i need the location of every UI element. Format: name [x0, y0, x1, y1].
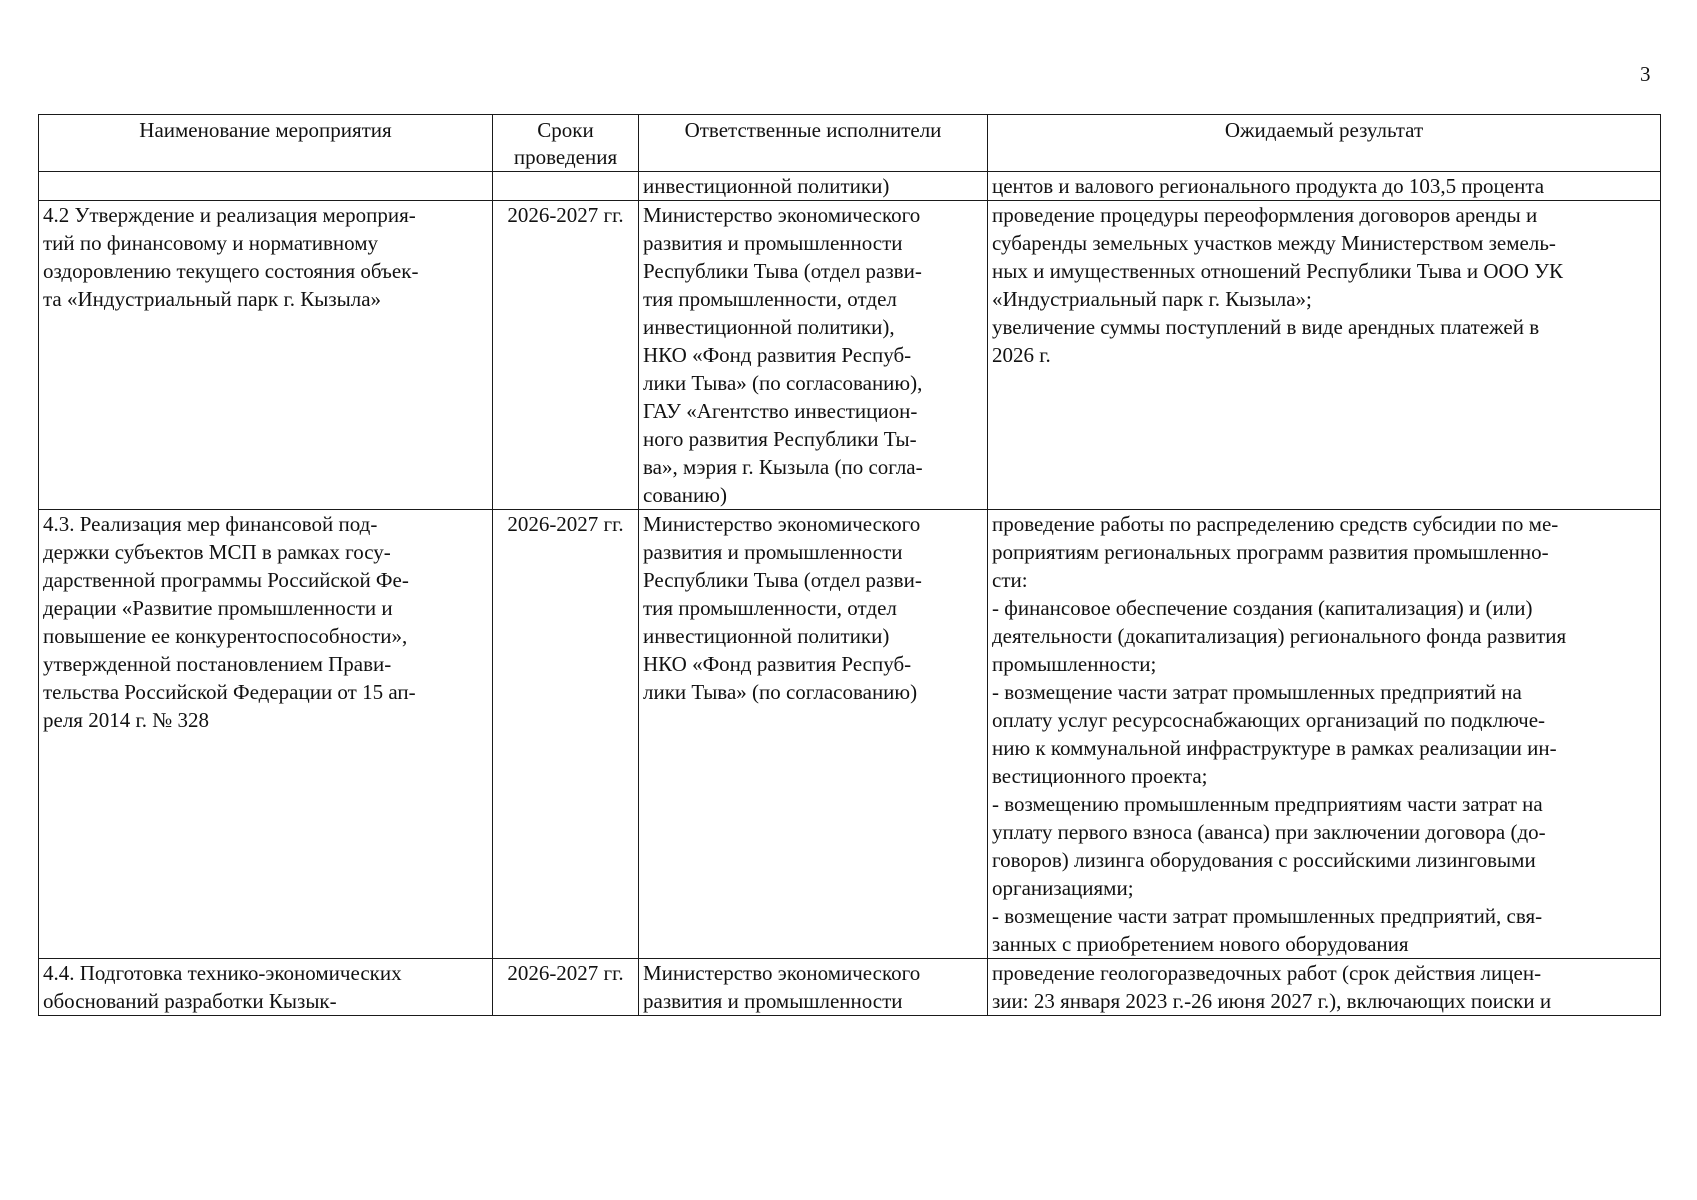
- table-row: [39, 510, 1661, 959]
- cell-dates: 2026-2027 гг.: [493, 510, 639, 959]
- cell-executors: Министерство экономического развития и промышленности: [639, 959, 988, 1016]
- page-number: 3: [1640, 62, 1651, 86]
- cell-activity-name: 4.2 Утверждение и реализация мероприя- тий по финансовому и нормативному оздоровлению текущего состояния объек- та «Индустриальный парк г. Кызыла»: [39, 201, 493, 510]
- cell-activity-name: 4.4. Подготовка технико-экономических обоснований разработки Кызык-: [39, 959, 493, 1016]
- header-dates: Сроки проведения: [493, 115, 639, 172]
- cell-dates: [493, 172, 639, 201]
- cell-expected-result: центов и валового регионального продукта до 103,5 процента: [988, 172, 1661, 201]
- table-row: [39, 201, 1661, 510]
- header-activity-name: Наименование мероприятия: [39, 115, 493, 172]
- header-executors: Ответственные исполнители: [639, 115, 988, 172]
- cell-activity-name: [39, 172, 493, 201]
- cell-executors: Министерство экономического развития и промышленности Республики Тыва (отдел разви- тия промышленности, отдел инвестиционной политики), НКО «Фонд развития Респуб- лики Тыва» (по согласованию), ГАУ «Агентство инвестицион- ного развития Республики Ты- ва», мэрия г. Кызыла (по согла- сованию): [639, 201, 988, 510]
- table-row: [39, 959, 1661, 1016]
- cell-activity-name: 4.3. Реализация мер финансовой под- держки субъектов МСП в рамках госу- дарственной программы Российской Фе- дерации «Развитие промышленности и повышение ее конкурентоспособности», утвержденной постановлением Прави- тельства Российской Федерации от 15 ап- реля 2014 г. № 328: [39, 510, 493, 959]
- cell-expected-result: проведение процедуры переоформления договоров аренды и субаренды земельных участков между Министерством земель- ных и имущественных отношений Республики Тыва и ООО УК «Индустриальный парк г. Кызыла»; увеличение суммы поступлений в виде арендных платежей в 2026 г.: [988, 201, 1661, 510]
- cell-dates: 2026-2027 гг.: [493, 201, 639, 510]
- cell-dates: 2026-2027 гг.: [493, 959, 639, 1016]
- cell-executors: Министерство экономического развития и промышленности Республики Тыва (отдел разви- тия промышленности, отдел инвестиционной политики) НКО «Фонд развития Респуб- лики Тыва» (по согласованию): [639, 510, 988, 959]
- cell-expected-result: проведение работы по распределению средств субсидии по ме- роприятиям региональных программ развития промышленно- сти: - финансовое обеспечение создания (капитализация) и (или) деятельности (докапитализация) регионального фонда развития промышленности; - возмещение части затрат промышленных предприятий на оплату услуг ресурсоснабжающих организаций по подключе- нию к коммунальной инфраструктуре в рамках реализации ин- вестиционного проекта; - возмещению промышленным предприятиям части затрат на уплату первого взноса (аванса) при заключении договора (до- говоров) лизинга оборудования с российскими лизинговыми организациями; - возмещение части затрат промышленных предприятий, свя- занных с приобретением нового оборудования: [988, 510, 1661, 959]
- table-header-row: [39, 115, 1661, 172]
- table-row: [39, 172, 1661, 201]
- cell-expected-result: проведение геологоразведочных работ (срок действия лицен- зии: 23 января 2023 г.-26 июня 2027 г.), включающих поиски и: [988, 959, 1661, 1016]
- header-expected-result: Ожидаемый результат: [988, 115, 1661, 172]
- activities-table: [38, 114, 1661, 1016]
- cell-executors: инвестиционной политики): [639, 172, 988, 201]
